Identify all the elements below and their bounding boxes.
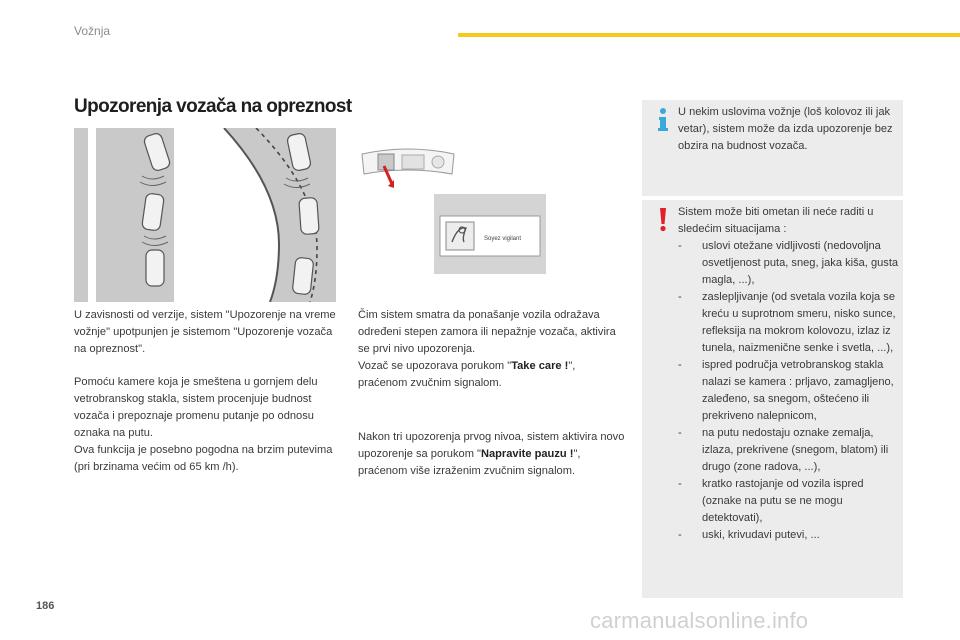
warning-list-item: - uski, krivudavi putevi, ... [678, 527, 900, 544]
col2-paragraph-2 [358, 358, 626, 392]
col2-paragraph-1: Čim sistem smatra da ponašanje vozila odražava određeni stepen zamora ili nepažnje vozača, aktivira se prvi nivo upozorenja. [358, 309, 616, 355]
warning-panel-text [678, 204, 900, 544]
info-panel [642, 100, 903, 196]
info-panel-text: U nekim uslovima vožnje (loš kolovoz ili jak vetar), sistem može da izda upozorenje bez obzira na budnost vozača. [678, 106, 893, 152]
section-title: Vožnja [74, 24, 111, 38]
warning-list [678, 238, 900, 544]
take-care-message: Take care ! [511, 360, 569, 372]
watermark: carmanualsonline.info [590, 608, 809, 633]
col2-paragraph-3 [358, 429, 626, 480]
warning-list-item: - zaslepljivanje (od svetala vozila koja se kreću u suprotnom smeru, nisko sunce, refleksija na mokrom kolovozu, izlaz iz tunela, naizmenične senke i svetla, ...), [678, 289, 900, 357]
warning-list-item: - uslovi otežane vidljivosti (nedovoljna osvetljenost puta, sneg, jaka kiša, gusta magla, ...), [678, 238, 900, 289]
column-2 [358, 307, 626, 480]
col1-paragraph-1: U zavisnosti od verzije, sistem "Upozorenje na vreme vožnje" upotpunjen je sistemom "Upozorenje vozača na opreznost". [74, 309, 336, 355]
screen-message-text: Soyez vigilant [484, 236, 522, 242]
col1-paragraph-2: Pomoću kamere koja je smeštena u gornjem delu vetrobranskog stakla, sistem procenjuje budnost vozača i prepoznaje promenu putanje po odnosu oznaka na putu. [74, 376, 318, 439]
column-1 [74, 307, 336, 476]
warning-list-item: - na putu nedostaju oznake zemalja, izlaza, prekrivene (snegom, blatom) ili drugo (zone radova, ...), [678, 425, 900, 476]
col2-p2-post: ", praćenom zvučnim signalom. [358, 360, 576, 389]
instrument-cluster-illustration [358, 144, 458, 192]
info-icon [656, 106, 670, 132]
col2-p3-pre: Nakon tri upozorenja prvog nivoa, sistem aktivira novo upozorenje sa porukom " [358, 431, 625, 460]
col1-paragraph-3: Ova funkcija je posebno pogodna na brzim putevima (pri brzinama većim od 65 km /h). [74, 444, 333, 473]
page-number: 186 [36, 600, 55, 612]
header-accent-bar [458, 33, 960, 37]
road-lane-illustration [74, 128, 336, 302]
col2-p3-post: ", praćenom više izraženim zvučnim signalom. [358, 448, 581, 477]
exclamation-icon [656, 206, 670, 232]
warning-panel [642, 200, 903, 598]
warning-intro: Sistem može biti ometan ili neće raditi u sledećim situacijama : [678, 206, 874, 235]
warning-list-item: - kratko rastojanje od vozila ispred (oznake na putu se ne mogu detektovati), [678, 476, 900, 527]
take-break-message: Napravite pauzu ! [480, 448, 574, 460]
warning-list-item: - ispred područja vetrobranskog stakla nalazi se kamera : prljavo, zamagljeno, zaleđeno, sa snegom, oštećeno ili prekriveno nalepnicom, [678, 357, 900, 425]
page-title: Upozorenja vozača na opreznost [74, 96, 352, 117]
screen-message-illustration [434, 194, 546, 274]
col2-p2-pre: Vozač se upozorava porukom " [358, 360, 512, 372]
